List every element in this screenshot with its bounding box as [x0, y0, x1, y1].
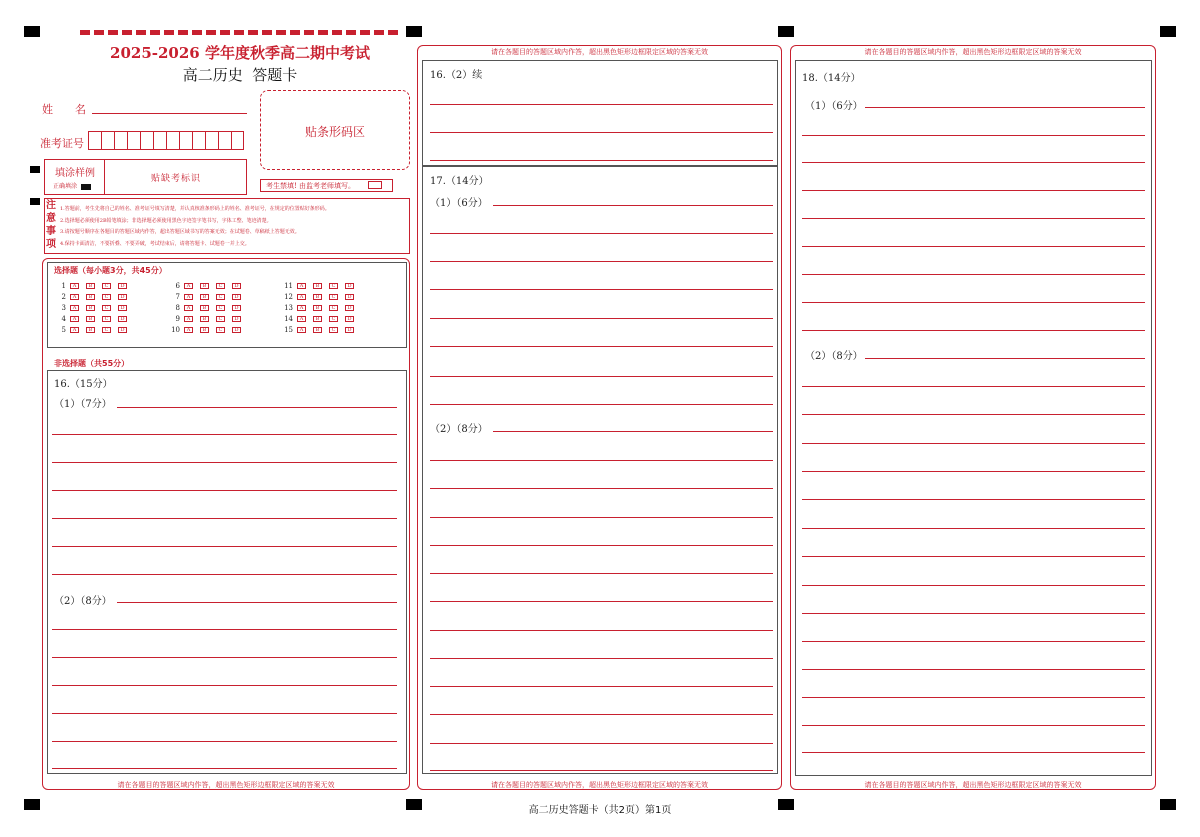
answer-line[interactable] — [52, 490, 397, 491]
mc-option-bubble[interactable]: B — [200, 305, 209, 311]
answer-line[interactable] — [430, 233, 773, 234]
alignment-mark — [1160, 26, 1176, 37]
mc-option-bubble[interactable]: A — [70, 305, 79, 311]
answer-line[interactable] — [430, 630, 773, 631]
answer-line[interactable] — [493, 431, 773, 432]
notice-title: 注 意 事 项 — [46, 200, 56, 250]
mc-option-bubble[interactable]: D — [232, 316, 241, 322]
mc-option-bubble[interactable]: B — [200, 316, 209, 322]
answer-line[interactable] — [430, 517, 773, 518]
mc-question-number: 14 — [284, 315, 293, 323]
answer-line[interactable] — [802, 162, 1145, 163]
mc-option-bubble[interactable]: C — [329, 316, 338, 322]
answer-line[interactable] — [430, 658, 773, 659]
mc-question-number: 11 — [284, 282, 293, 290]
answer-line[interactable] — [802, 386, 1145, 387]
alignment-mark — [30, 166, 40, 173]
mc-question-number: 5 — [61, 326, 66, 334]
mc-option-bubble[interactable]: D — [118, 283, 127, 289]
boundary-note: 请在各题目的答题区域内作答，超出黑色矩形边框限定区域的答案无效 — [864, 781, 1082, 789]
q16-title: 16.（15分） — [54, 379, 113, 390]
mc-option-bubble[interactable]: B — [200, 283, 209, 289]
mc-option-bubble[interactable]: C — [216, 316, 225, 322]
q18-part1-label: （1）（6分） — [805, 101, 863, 112]
correct-fill-label: 正确填涂 — [53, 183, 78, 190]
answer-line[interactable] — [802, 190, 1145, 191]
mc-option-bubble[interactable]: D — [232, 283, 241, 289]
mc-option-bubble[interactable]: A — [184, 294, 193, 300]
answer-line[interactable] — [430, 545, 773, 546]
answer-line[interactable] — [802, 528, 1145, 529]
mc-option-bubble[interactable]: C — [329, 283, 338, 289]
notice-lines: 1.答题前，考生先将自己的姓名、准考证号填写清楚，并认真核准条形码上的姓名、准考证号，在规定的位置贴好条形码。 2.选择题必须使用2B铅笔填涂；非选择题必须使用黑色字迹签字笔书写，字体工整、笔迹清楚。 3.请按题号顺序在各题目的答题区域内作答，超出答题区域书写的答案无效；在试题卷、草稿纸上答题无效。 4.保持卡面清洁，不要折叠、不要弄破，考试结束后，请将答题卡、试题卷一并上交。 — [60, 206, 330, 247]
answer-line[interactable] — [430, 376, 773, 377]
mc-question-row — [170, 304, 248, 313]
mc-option-bubble[interactable]: D — [118, 327, 127, 333]
alignment-mark — [406, 26, 422, 37]
mc-option-bubble[interactable]: B — [86, 327, 95, 333]
answer-line[interactable] — [865, 358, 1145, 359]
answer-line[interactable] — [802, 669, 1145, 670]
answer-line[interactable] — [430, 460, 773, 461]
q17-part1-label: （1）（6分） — [430, 198, 488, 209]
mc-question-number: 12 — [284, 293, 293, 301]
mc-option-bubble[interactable]: D — [118, 294, 127, 300]
answer-line[interactable] — [802, 556, 1145, 557]
answer-line[interactable] — [52, 518, 397, 519]
mc-option-bubble[interactable]: A — [297, 283, 306, 289]
answer-line[interactable] — [802, 585, 1145, 586]
mc-question-number: 9 — [175, 315, 180, 323]
answer-line[interactable] — [802, 330, 1145, 331]
answer-line[interactable] — [430, 770, 773, 771]
answer-line[interactable] — [802, 725, 1145, 726]
alignment-mark — [1160, 799, 1176, 810]
answer-line[interactable] — [52, 741, 397, 742]
mc-option-bubble[interactable]: B — [86, 316, 95, 322]
mc-option-bubble[interactable]: B — [86, 283, 95, 289]
q16-part2-label: （2）（8分） — [54, 596, 112, 607]
mc-option-bubble[interactable]: D — [345, 294, 354, 300]
mc-option-bubble[interactable]: A — [70, 327, 79, 333]
answer-line[interactable] — [52, 629, 397, 630]
boundary-note: 请在各题目的答题区域内作答，超出黑色矩形边框限定区域的答案无效 — [117, 781, 335, 789]
answer-line[interactable] — [52, 685, 397, 686]
mc-option-bubble[interactable]: D — [232, 294, 241, 300]
mc-option-bubble[interactable]: C — [329, 294, 338, 300]
answer-line[interactable] — [52, 546, 397, 547]
answer-line[interactable] — [52, 657, 397, 658]
proctor-note: 考生禁填! 由监考老师填写。 — [266, 182, 356, 190]
boundary-note: 请在各题目的答题区域内作答，超出黑色矩形边框限定区域的答案无效 — [864, 48, 1082, 56]
mc-option-bubble[interactable]: C — [329, 327, 338, 333]
answer-line[interactable] — [802, 414, 1145, 415]
answer-line[interactable] — [430, 104, 773, 105]
answer-line[interactable] — [430, 404, 773, 405]
answer-line[interactable] — [430, 132, 773, 133]
missing-exam-label: 贴缺考标识 — [150, 174, 201, 184]
answer-line[interactable] — [802, 135, 1145, 136]
alignment-mark — [778, 799, 794, 810]
boundary-note: 请在各题目的答题区域内作答，超出黑色矩形边框限定区域的答案无效 — [491, 48, 708, 56]
answer-line[interactable] — [430, 714, 773, 715]
q18-part2-label: （2）（8分） — [805, 351, 863, 362]
mc-question-row — [170, 293, 248, 302]
answer-line[interactable] — [802, 443, 1145, 444]
mc-question-row — [56, 293, 134, 302]
q17-box — [422, 166, 778, 774]
mc-question-number: 7 — [175, 293, 180, 301]
answer-line[interactable] — [802, 218, 1145, 219]
mc-option-bubble[interactable]: A — [184, 316, 193, 322]
mc-option-bubble[interactable]: C — [216, 327, 225, 333]
mc-question-number: 10 — [171, 326, 180, 334]
mc-option-bubble[interactable]: A — [70, 316, 79, 322]
mc-option-bubble[interactable]: A — [297, 305, 306, 311]
mc-option-bubble[interactable]: D — [345, 283, 354, 289]
answer-line[interactable] — [493, 205, 773, 206]
mc-option-bubble[interactable]: D — [345, 305, 354, 311]
mc-option-bubble[interactable]: C — [102, 283, 111, 289]
answer-line[interactable] — [430, 289, 773, 290]
q18-title: 18.（14分） — [802, 73, 861, 84]
mc-question-number: 2 — [61, 293, 66, 301]
alignment-mark — [406, 799, 422, 810]
mc-option-bubble[interactable]: C — [216, 283, 225, 289]
mc-option-bubble[interactable]: B — [313, 316, 322, 322]
mc-question-row — [170, 315, 248, 324]
top-dashed-bar — [80, 30, 400, 35]
answer-line[interactable] — [802, 752, 1145, 753]
mc-option-bubble[interactable]: B — [86, 294, 95, 300]
mc-option-bubble[interactable]: B — [313, 305, 322, 311]
mc-option-bubble[interactable]: C — [329, 305, 338, 311]
mc-option-bubble[interactable]: A — [297, 316, 306, 322]
mc-option-bubble[interactable]: A — [184, 327, 193, 333]
mc-option-bubble[interactable]: C — [102, 305, 111, 311]
mc-question-number: 8 — [175, 304, 180, 312]
q16-continued-title: 16.（2）续 — [430, 70, 483, 81]
subject-title: 高二历史 答题卡 — [182, 66, 298, 84]
answer-line[interactable] — [802, 246, 1145, 247]
answer-line[interactable] — [52, 768, 397, 769]
answer-line[interactable] — [802, 274, 1145, 275]
mc-option-bubble[interactable]: A — [70, 283, 79, 289]
barcode-label: 贴条形码区 — [304, 125, 365, 139]
mc-option-bubble[interactable]: B — [200, 294, 209, 300]
answer-line[interactable] — [802, 302, 1145, 303]
mc-option-bubble[interactable]: B — [313, 294, 322, 300]
q17-part2-label: （2）（8分） — [430, 424, 488, 435]
answer-line[interactable] — [52, 713, 397, 714]
mc-option-bubble[interactable]: C — [102, 327, 111, 333]
answer-line[interactable] — [430, 261, 773, 262]
answer-line[interactable] — [430, 488, 773, 489]
answer-line[interactable] — [802, 613, 1145, 614]
mc-option-bubble[interactable]: D — [232, 305, 241, 311]
alignment-mark — [24, 799, 40, 810]
mc-question-number: 3 — [61, 304, 66, 312]
answer-line[interactable] — [430, 743, 773, 744]
id-label: 准考证号 — [40, 137, 84, 150]
mc-question-row — [56, 315, 134, 324]
mc-question-row — [56, 304, 134, 313]
mc-option-bubble[interactable]: D — [345, 316, 354, 322]
answer-line[interactable] — [430, 346, 773, 347]
answer-line[interactable] — [802, 471, 1145, 472]
mc-question-row — [283, 304, 361, 313]
q16-part1-label: （1）（7分） — [54, 399, 112, 410]
answer-line[interactable] — [117, 602, 397, 603]
mc-question-number: 13 — [284, 304, 293, 312]
mc-question-row — [170, 326, 248, 335]
answer-line[interactable] — [802, 697, 1145, 698]
answer-line[interactable] — [52, 462, 397, 463]
name-field[interactable] — [92, 113, 247, 114]
mc-question-row — [56, 326, 134, 335]
answer-line[interactable] — [430, 573, 773, 574]
mc-option-bubble[interactable]: B — [86, 305, 95, 311]
answer-line[interactable] — [52, 574, 397, 575]
name-label: 姓 名 — [42, 103, 86, 116]
mc-question-number: 4 — [61, 315, 66, 323]
mc-option-bubble[interactable]: C — [102, 316, 111, 322]
mc-option-bubble[interactable]: D — [118, 316, 127, 322]
mc-question-number: 15 — [284, 326, 293, 334]
mc-question-number: 1 — [61, 282, 66, 290]
mc-option-bubble[interactable]: B — [313, 327, 322, 333]
mc-question-row — [283, 315, 361, 324]
answer-line[interactable] — [430, 686, 773, 687]
mc-option-bubble[interactable]: A — [184, 283, 193, 289]
mc-option-bubble[interactable]: C — [216, 305, 225, 311]
mc-question-row — [283, 293, 361, 302]
mc-option-bubble[interactable]: B — [200, 327, 209, 333]
q17-title: 17.（14分） — [430, 176, 489, 187]
alignment-mark — [24, 26, 40, 37]
exam-title: 2025-2026 学年度秋季高二期中考试 — [110, 44, 370, 62]
id-cells[interactable] — [88, 131, 244, 154]
answer-line[interactable] — [117, 407, 397, 408]
mc-option-bubble[interactable]: D — [232, 327, 241, 333]
mc-option-bubble[interactable]: A — [297, 327, 306, 333]
answer-line[interactable] — [865, 107, 1145, 108]
boundary-note: 请在各题目的答题区域内作答，超出黑色矩形边框限定区域的答案无效 — [491, 781, 708, 789]
filled-sample — [81, 184, 91, 190]
mc-question-row — [283, 326, 361, 335]
mc-option-bubble[interactable]: B — [313, 283, 322, 289]
mc-option-bubble[interactable]: A — [70, 294, 79, 300]
non-mc-title: 非选择题（共55分） — [54, 359, 130, 368]
mc-option-bubble[interactable]: D — [345, 327, 354, 333]
mc-question-row — [170, 282, 248, 291]
answer-line[interactable] — [430, 601, 773, 602]
mc-option-bubble[interactable]: C — [102, 294, 111, 300]
mc-option-bubble[interactable]: A — [297, 294, 306, 300]
mc-option-bubble[interactable]: C — [216, 294, 225, 300]
mc-question-row — [56, 282, 134, 291]
answer-line[interactable] — [430, 160, 773, 161]
mc-question-number: 6 — [175, 282, 180, 290]
answer-line[interactable] — [802, 499, 1145, 500]
answer-line[interactable] — [430, 318, 773, 319]
mc-question-row — [283, 282, 361, 291]
answer-line[interactable] — [802, 641, 1145, 642]
mc-option-bubble[interactable]: D — [118, 305, 127, 311]
mc-title: 选择题（每小题3分，共45分） — [54, 266, 167, 275]
fill-example-label: 填涂样例 — [55, 168, 95, 179]
answer-line[interactable] — [52, 434, 397, 435]
proctor-checkbox[interactable] — [368, 181, 382, 189]
alignment-mark — [778, 26, 794, 37]
alignment-mark — [30, 198, 40, 205]
mc-option-bubble[interactable]: A — [184, 305, 193, 311]
page-footer: 高二历史答题卡（共2页）第1页 — [528, 805, 672, 816]
